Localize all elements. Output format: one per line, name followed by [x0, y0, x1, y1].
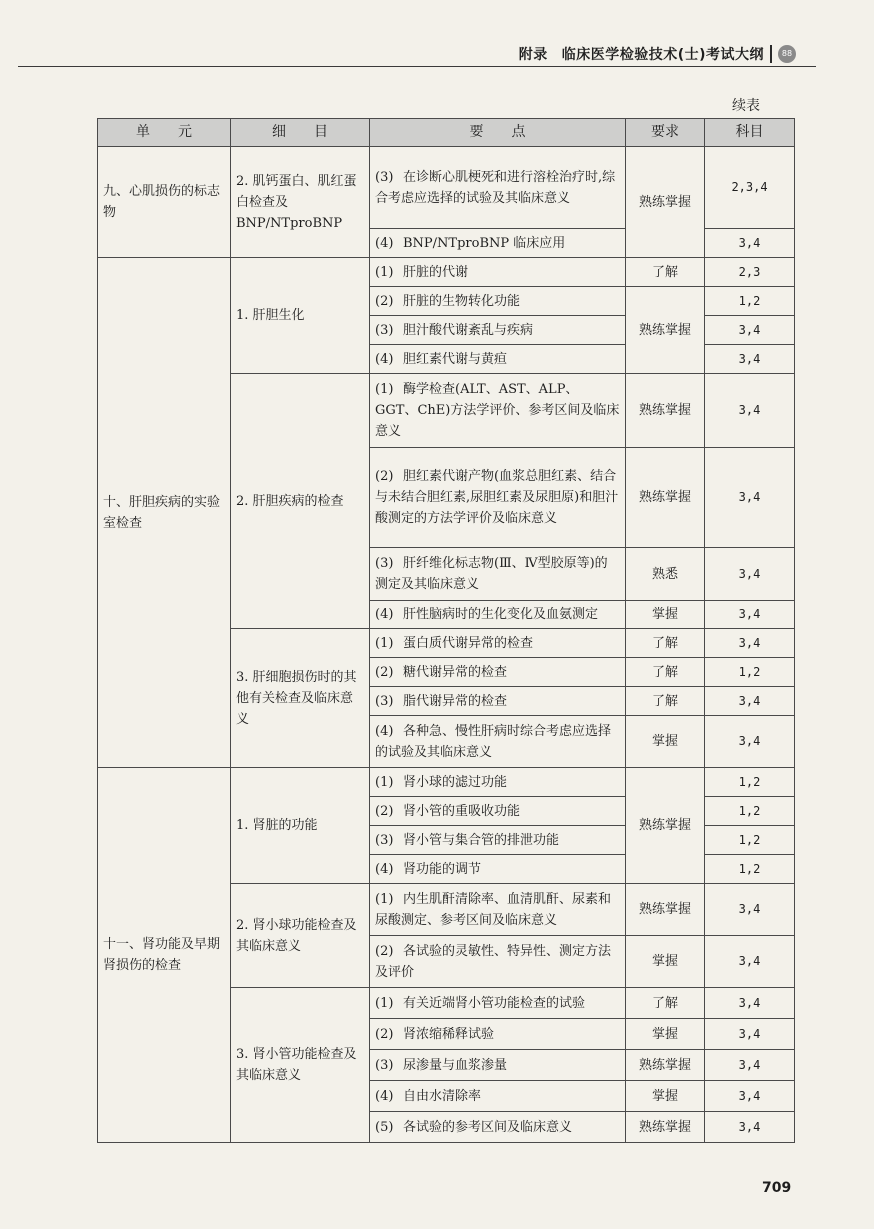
requirement-cell: 熟练掌握	[626, 1050, 705, 1081]
requirement-cell: 熟练掌握	[626, 448, 705, 548]
unit-cell: 九、心肌损伤的标志物	[98, 147, 231, 258]
requirement-cell: 熟练掌握	[626, 287, 705, 374]
point-cell: (1) 肾小球的滤过功能	[370, 768, 626, 797]
requirement-cell: 了解	[626, 258, 705, 287]
subject-cell: 3,4	[705, 629, 795, 658]
point-cell: (4) BNP/NTproBNP 临床应用	[370, 229, 626, 258]
header-rule	[18, 66, 816, 67]
requirement-cell: 熟练掌握	[626, 374, 705, 448]
requirement-cell: 了解	[626, 988, 705, 1019]
col-requirement: 要求	[626, 119, 705, 147]
requirement-cell: 熟练掌握	[626, 884, 705, 936]
requirement-cell: 掌握	[626, 1019, 705, 1050]
item-cell: 3. 肝细胞损伤时的其他有关检查及临床意义	[231, 629, 370, 768]
point-cell: (3) 胆汁酸代谢紊乱与疾病	[370, 316, 626, 345]
subject-cell: 1,2	[705, 658, 795, 687]
subject-cell: 2,3,4	[705, 147, 795, 229]
unit-cell: 十、肝胆疾病的实验室检查	[98, 258, 231, 768]
point-cell: (2) 肾小管的重吸收功能	[370, 797, 626, 826]
subject-cell: 3,4	[705, 1019, 795, 1050]
subject-cell: 1,2	[705, 287, 795, 316]
point-cell: (3) 肝纤维化标志物(Ⅲ、Ⅳ型胶原等)的测定及其临床意义	[370, 548, 626, 601]
header-badge-icon: 88	[778, 45, 796, 63]
point-cell: (3) 肾小管与集合管的排泄功能	[370, 826, 626, 855]
item-cell: 3. 肾小管功能检查及其临床意义	[231, 988, 370, 1143]
table-row	[98, 147, 795, 229]
point-cell: (3) 在诊断心肌梗死和进行溶栓治疗时,综合考虑应选择的试验及其临床意义	[370, 147, 626, 229]
subject-cell: 1,2	[705, 768, 795, 797]
unit-cell: 十一、肾功能及早期肾损伤的检查	[98, 768, 231, 1143]
point-cell: (1) 肝脏的代谢	[370, 258, 626, 287]
requirement-cell: 掌握	[626, 601, 705, 629]
requirement-cell: 掌握	[626, 936, 705, 988]
header-separator	[770, 45, 772, 63]
subject-cell: 2,3	[705, 258, 795, 287]
requirement-cell: 了解	[626, 658, 705, 687]
item-cell: 1. 肾脏的功能	[231, 768, 370, 884]
point-cell: (3) 尿渗量与血浆渗量	[370, 1050, 626, 1081]
subject-cell: 3,4	[705, 448, 795, 548]
subject-cell: 3,4	[705, 884, 795, 936]
col-point: 要 点	[370, 119, 626, 147]
requirement-cell: 熟悉	[626, 548, 705, 601]
requirement-cell: 掌握	[626, 716, 705, 768]
requirement-cell: 熟练掌握	[626, 147, 705, 258]
subject-cell: 3,4	[705, 601, 795, 629]
point-cell: (4) 胆红素代谢与黄疸	[370, 345, 626, 374]
item-cell: 2. 肌钙蛋白、肌红蛋白检查及 BNP/NTproBNP	[231, 147, 370, 258]
point-cell: (1) 蛋白质代谢异常的检查	[370, 629, 626, 658]
requirement-cell: 熟练掌握	[626, 1112, 705, 1143]
subject-cell: 3,4	[705, 988, 795, 1019]
point-cell: (4) 自由水清除率	[370, 1081, 626, 1112]
point-cell: (5) 各试验的参考区间及临床意义	[370, 1112, 626, 1143]
point-cell: (2) 糖代谢异常的检查	[370, 658, 626, 687]
page-number: 709	[762, 1180, 792, 1196]
continued-label: 续表	[732, 98, 760, 114]
subject-cell: 3,4	[705, 1112, 795, 1143]
col-subject: 科目	[705, 119, 795, 147]
subject-cell: 3,4	[705, 345, 795, 374]
item-cell: 2. 肾小球功能检查及其临床意义	[231, 884, 370, 988]
running-title	[519, 44, 764, 64]
subject-cell: 3,4	[705, 1081, 795, 1112]
subject-cell: 3,4	[705, 548, 795, 601]
point-cell: (1) 酶学检查(ALT、AST、ALP、GGT、ChE)方法学评价、参考区间及临床意义	[370, 374, 626, 448]
subject-cell: 3,4	[705, 687, 795, 716]
point-cell: (4) 肾功能的调节	[370, 855, 626, 884]
point-cell: (2) 各试验的灵敏性、特异性、测定方法及评价	[370, 936, 626, 988]
col-unit: 单 元	[98, 119, 231, 147]
subject-cell: 1,2	[705, 826, 795, 855]
subject-cell: 1,2	[705, 797, 795, 826]
table-row	[98, 258, 795, 287]
requirement-cell: 了解	[626, 629, 705, 658]
page-header	[0, 0, 874, 70]
requirement-cell: 了解	[626, 687, 705, 716]
point-cell: (2) 胆红素代谢产物(血浆总胆红素、结合与未结合胆红素,尿胆红素及尿胆原)和胆汁酸测定的方法学评价及临床意义	[370, 448, 626, 548]
point-cell: (3) 脂代谢异常的检查	[370, 687, 626, 716]
syllabus-table	[97, 118, 795, 1143]
subject-cell: 3,4	[705, 316, 795, 345]
subject-cell: 3,4	[705, 374, 795, 448]
table-row	[98, 768, 795, 797]
point-cell: (2) 肝脏的生物转化功能	[370, 287, 626, 316]
requirement-cell: 掌握	[626, 1081, 705, 1112]
point-cell: (4) 肝性脑病时的生化变化及血氨测定	[370, 601, 626, 629]
subject-cell: 3,4	[705, 716, 795, 768]
book-title: 临床医学检验技术(士)考试大纲	[561, 47, 764, 63]
subject-cell: 3,4	[705, 936, 795, 988]
item-cell: 2. 肝胆疾病的检查	[231, 374, 370, 629]
subject-cell: 3,4	[705, 229, 795, 258]
point-cell: (4) 各种急、慢性肝病时综合考虑应选择的试验及其临床意义	[370, 716, 626, 768]
subject-cell: 1,2	[705, 855, 795, 884]
col-item: 细 目	[231, 119, 370, 147]
point-cell: (2) 肾浓缩稀释试验	[370, 1019, 626, 1050]
item-cell: 1. 肝胆生化	[231, 258, 370, 374]
section-label: 附录	[518, 47, 548, 63]
requirement-cell: 熟练掌握	[626, 768, 705, 884]
subject-cell: 3,4	[705, 1050, 795, 1081]
table-header-row	[98, 119, 795, 147]
point-cell: (1) 内生肌酐清除率、血清肌酐、尿素和尿酸测定、参考区间及临床意义	[370, 884, 626, 936]
point-cell: (1) 有关近端肾小管功能检查的试验	[370, 988, 626, 1019]
